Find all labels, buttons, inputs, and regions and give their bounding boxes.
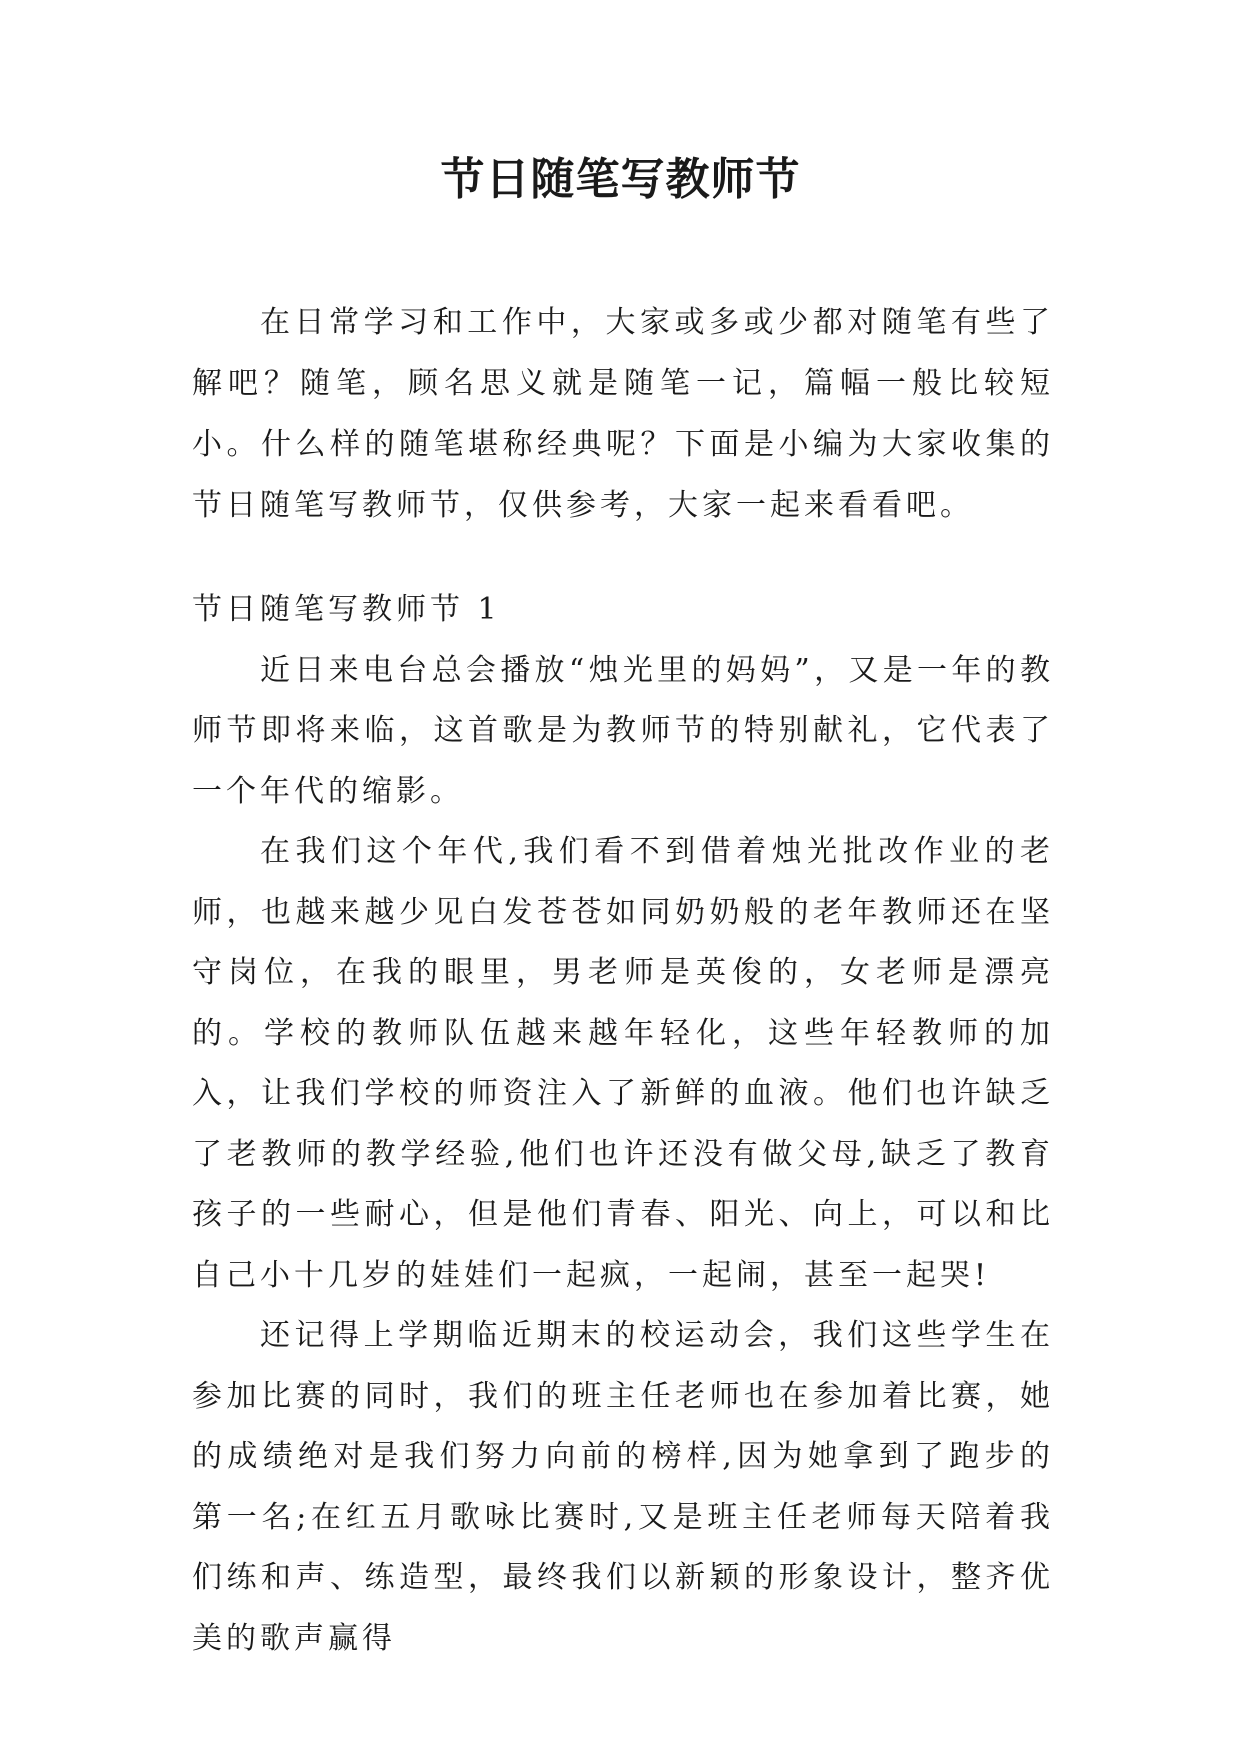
body-paragraph-1: 近日来电台总会播放“烛光里的妈妈”，又是一年的教师节即将来临，这首歌是为教师节的特别献礼，它代表了一个年代的缩影。 <box>192 652 1054 809</box>
intro-paragraph: 在日常学习和工作中，大家或多或少都对随笔有些了解吧？随笔，顾名思义就是随笔一记，篇幅一般比较短小。什么样的随笔堪称经典呢？下面是小编为大家收集的节日随笔写教师节，仅供参考，大家一起来看看吧。 <box>192 305 1054 523</box>
document-title: 节日随笔写教师节 <box>440 154 801 205</box>
section-heading: 节日随笔写教师节 1 <box>192 592 501 627</box>
body-paragraph-3: 还记得上学期临近期末的校运动会，我们这些学生在参加比赛的同时，我们的班主任老师也在参加着比赛，她的成绩绝对是我们努力向前的榜样,因为她拿到了跑步的第一名;在红五月歌咏比赛时,又是班主任老师每天陪着我们练和声、练造型，最终我们以新颖的形象设计，整齐优美的歌声赢得 <box>192 1318 1054 1656</box>
body-paragraph-2: 在我们这个年代,我们看不到借着烛光批改作业的老师，也越来越少见白发苍苍如同奶奶般的老年教师还在坚守岗位，在我的眼里，男老师是英俊的，女老师是漂亮的。学校的教师队伍越来越年轻化，这些年轻教师的加入，让我们学校的师资注入了新鲜的血液。他们也许缺乏了老教师的教学经验,他们也许还没有做父母,缺乏了教育孩子的一些耐心，但是他们青春、阳光、向上，可以和比自己小十几岁的娃娃们一起疯，一起闹，甚至一起哭! <box>192 834 1054 1293</box>
intro-block <box>192 292 1054 536</box>
section-block <box>192 580 1054 1669</box>
